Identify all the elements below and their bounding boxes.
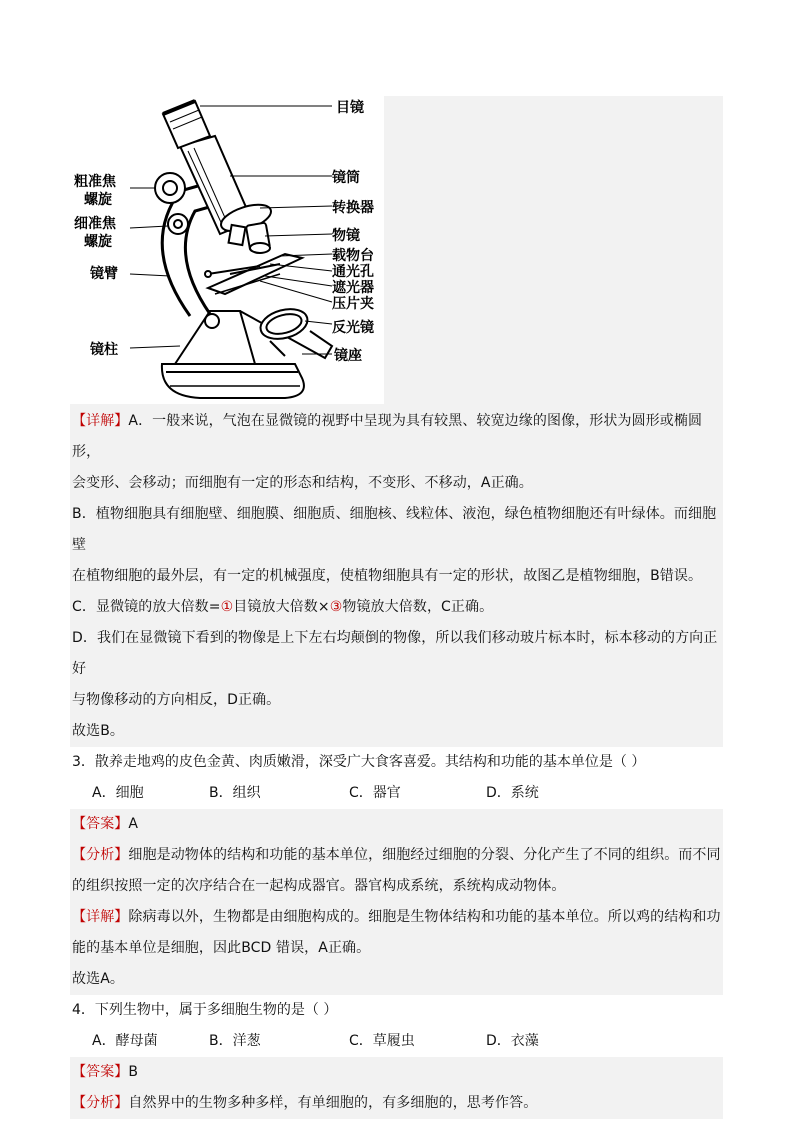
q3-option-b: B．组织 [209,785,261,801]
label-aperture: 通光孔 [332,264,374,280]
label-fine-2: 螺旋 [84,234,112,250]
label-coarse-1: 粗准焦 [74,174,116,190]
q3-stem: 3．散养走地鸡的皮色金黄、肉质嫩滑，深受广大食客喜爱。其结构和功能的基本单位是（ ） [72,754,646,770]
q4-options [70,1026,723,1057]
figure-row [70,96,723,406]
q2-detail-block: 【详解】A．一般来说，气泡在显微镜的视野中呈现为具有较黑、较宽边缘的图像，形状为圆形或椭圆形， 会变形、会移动；而细胞有一定的形态和结构，不变形、不移动，A正确。 B．植物细胞具有细胞壁、细胞膜、细胞质、细胞核、线粒体、液泡，绿色植物细胞还有叶绿体。而细胞壁 在植物细胞的最外层，有一定的机械强度，使植物细胞具有一定的形状，故图乙是植物细胞，B错误。 C．显微镜的放大倍数=①目镜放大倍数×③物镜放大倍数，C正确。 D．我们在显微镜下看到的物像是上下左右均颠倒的物像，所以我们移动玻片标本时，标本移动的方向正好 与物像移动的方向相反，D正确。 故选B。 [70,406,723,747]
q2-detail-c: C．显微镜的放大倍数=①目镜放大倍数×③物镜放大倍数，C正确。 [72,599,494,615]
q3-solution-block: 【答案】A 【分析】细胞是动物体的结构和功能的基本单位，细胞经过细胞的分裂、分化产生了不同的组织。而不同 的组织按照一定的次序结合在一起构成器官。器官构成系统，系统构成动物体。 【详解】除病毒以外，生物都是由细胞构成的。细胞是生物体结构和功能的基本单位。所以鸡的结构和功 能的基本单位是细胞，因此BCD 错误，A正确。 故选A。 [70,809,723,995]
detail-tag: 【详解】 [72,413,129,429]
q4-stem: 4．下列生物中，属于多细胞生物的是（ ） [72,1002,338,1018]
microscope-diagram [70,96,384,404]
label-arm: 镜臂 [90,266,118,282]
label-base: 镜座 [334,348,362,364]
label-diaphragm: 遮光器 [332,280,374,296]
page-content [70,96,723,1119]
q4-solution-block [70,1057,723,1119]
q4-option-d: D．衣藻 [486,1033,539,1049]
label-fine-1: 细准焦 [74,216,116,232]
q4-analysis: 【分析】自然界中的生物多种多样，有单细胞的，有多细胞的，思考作答。 [72,1095,538,1111]
label-coarse-2: 螺旋 [84,192,112,208]
q4-option-c: C．草履虫 [349,1033,415,1049]
q3-choice: 故选A。 [72,971,124,987]
q3-option-d: D．系统 [486,785,539,801]
q2-detail-d: D．我们在显微镜下看到的物像是上下左右均颠倒的物像，所以我们移动玻片标本时，标本移动的方向正好 [72,630,718,677]
q2-choice: 故选B。 [72,723,125,739]
q4-option-a: A．酵母菌 [92,1033,158,1049]
q2-detail-b: B．植物细胞具有细胞壁、细胞膜、细胞质、细胞核、线粒体、液泡，绿色植物细胞还有叶绿体。而细胞壁 [72,506,717,553]
q4-answer: 【答案】B [72,1064,139,1080]
q4-option-b: B．洋葱 [209,1033,261,1049]
q3-option-c: C．器官 [349,785,401,801]
label-clip: 压片夹 [332,296,374,312]
q2-detail-a: 【详解】A．一般来说，气泡在显微镜的视野中呈现为具有较黑、较宽边缘的图像，形状为圆形或椭圆形， [72,413,703,460]
q3-options [70,778,723,809]
label-pillar: 镜柱 [90,342,118,358]
label-objective: 物镜 [332,228,360,244]
label-eyepiece: 目镜 [336,100,364,116]
marker-3: ③ [329,599,343,615]
label-stage: 载物台 [332,248,374,264]
q3-answer: 【答案】A [72,816,139,832]
label-tube: 镜筒 [332,170,360,186]
label-mirror: 反光镜 [332,320,374,336]
marker-1: ① [220,599,234,615]
q3-detail: 【详解】除病毒以外，生物都是由细胞构成的。细胞是生物体结构和功能的基本单位。所以鸡的结构和功 [72,909,721,925]
microscope-figure [70,96,384,404]
label-nosepiece: 转换器 [332,200,374,216]
q3-option-a: A．细胞 [92,785,144,801]
q3-analysis: 【分析】细胞是动物体的结构和功能的基本单位，细胞经过细胞的分裂、分化产生了不同的组织。而不同 [72,847,721,863]
